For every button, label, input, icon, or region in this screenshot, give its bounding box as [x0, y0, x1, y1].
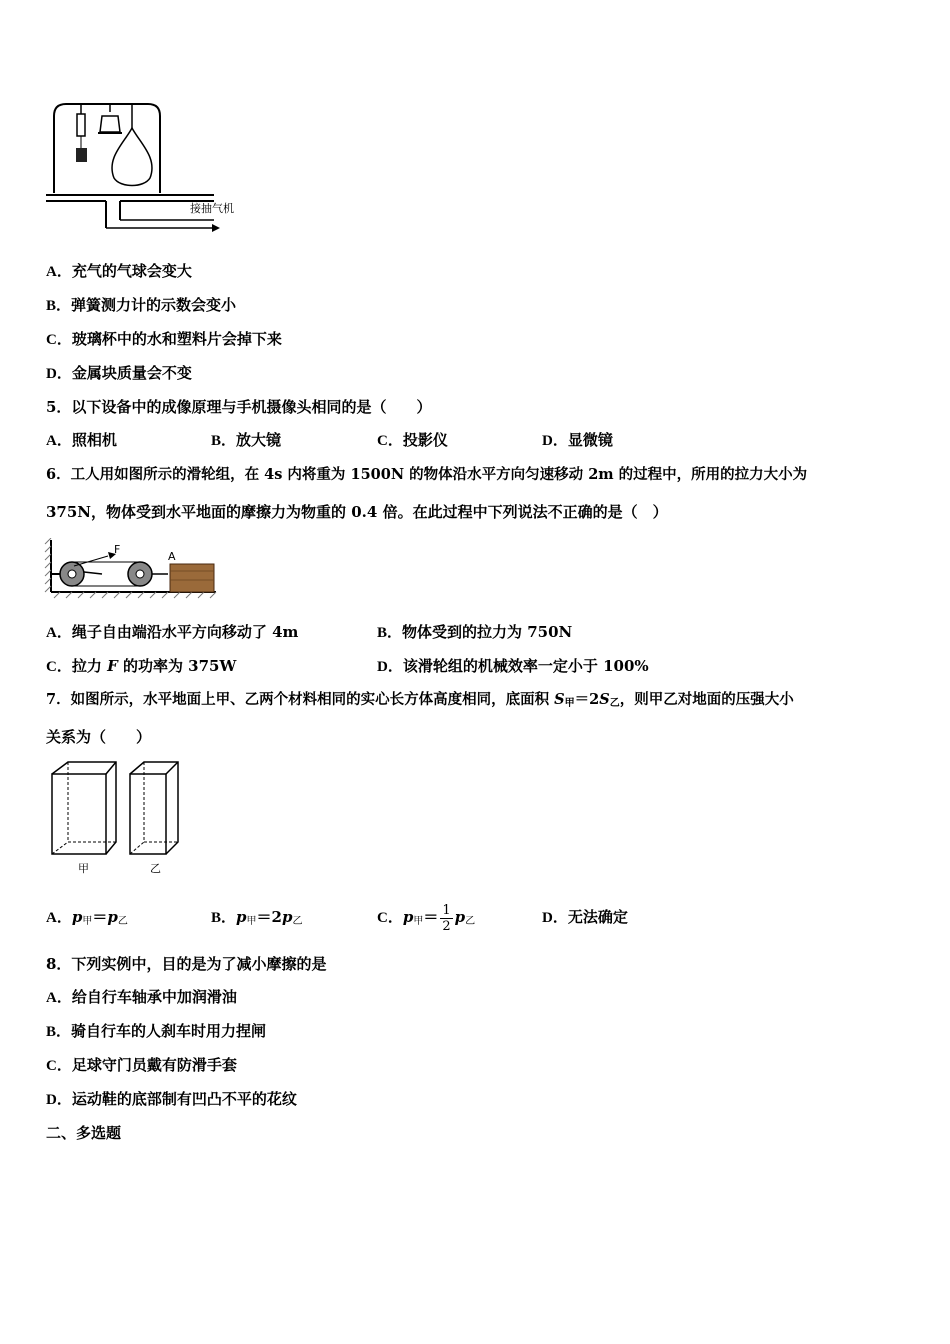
q5-stem: 5．以下设备中的成像原理与手机摄像头相同的是（ ）: [46, 398, 432, 416]
q6-option-b: B．物体受到的拉力为 750N: [377, 623, 573, 641]
q4-option-a: A．充气的气球会变大: [46, 262, 192, 280]
q6-option-c: C．拉力 F 的功率为 375W: [46, 657, 237, 675]
q5-option-b: B．放大镜: [211, 431, 282, 449]
force-label: F: [114, 543, 121, 556]
q7-option-d: D．无法确定: [542, 908, 628, 926]
q5-option-d: D．显微镜: [542, 431, 613, 449]
q4-option-c: C．玻璃杯中的水和塑料片会掉下来: [46, 330, 282, 348]
fraction: $\frac{1}{2}$: [442, 902, 451, 934]
q5-option-c: C．投影仪: [377, 431, 448, 449]
q6-option-d: D．该滑轮组的机械效率一定小于 100%: [377, 657, 649, 675]
pulley-system-figure: [44, 538, 219, 603]
q8-option-c: C．足球守门员戴有防滑手套: [46, 1056, 237, 1074]
cuboid-yi-label: 乙: [150, 862, 161, 875]
q5-option-a: A．照相机: [46, 431, 117, 449]
section-title: 二、多选题: [46, 1124, 122, 1142]
q6-option-a: A．绳子自由端沿水平方向移动了 4m: [46, 623, 299, 641]
q7-option-c: C．p甲＝ $\frac{1}{2}$ p乙: [377, 902, 476, 934]
q7-stem-line2: 关系为（ ）: [46, 728, 152, 746]
q7-option-a: A．p甲＝p乙: [46, 908, 128, 927]
vacuum-apparatus-figure: [44, 98, 254, 238]
q8-option-a: A．给自行车轴承中加润滑油: [46, 988, 237, 1006]
q6-stem-line2: 375N，物体受到水平地面的摩擦力为物重的 0.4 倍。在此过程中下列说法不正确的是（ ）: [46, 503, 668, 521]
block-label: A: [168, 550, 176, 563]
q7-option-b: B．p甲＝2p乙: [211, 908, 303, 927]
two-cuboids-figure: [46, 758, 186, 880]
q8-stem: 8．下列实例中，目的是为了减小摩擦的是: [46, 955, 327, 973]
cuboid-jia-label: 甲: [78, 862, 89, 875]
q8-option-d: D．运动鞋的底部制有凹凸不平的花纹: [46, 1090, 297, 1108]
q7-stem-line1: 7．如图所示，水平地面上甲、乙两个材料相同的实心长方体高度相同，底面积 S甲＝2S乙，则甲乙对地面的压强大小: [46, 691, 794, 709]
q4-option-b: B．弹簧测力计的示数会变小: [46, 296, 237, 314]
q6-stem-line1: 6．工人用如图所示的滑轮组，在 4s 内将重为 1500N 的物体沿水平方向匀速移动 2m 的过程中，所用的拉力大小为: [46, 466, 808, 483]
vacuum-pump-label: 接抽气机: [190, 202, 234, 215]
q4-option-d: D．金属块质量会不变: [46, 364, 192, 382]
q8-option-b: B．骑自行车的人刹车时用力捏闸: [46, 1022, 267, 1040]
